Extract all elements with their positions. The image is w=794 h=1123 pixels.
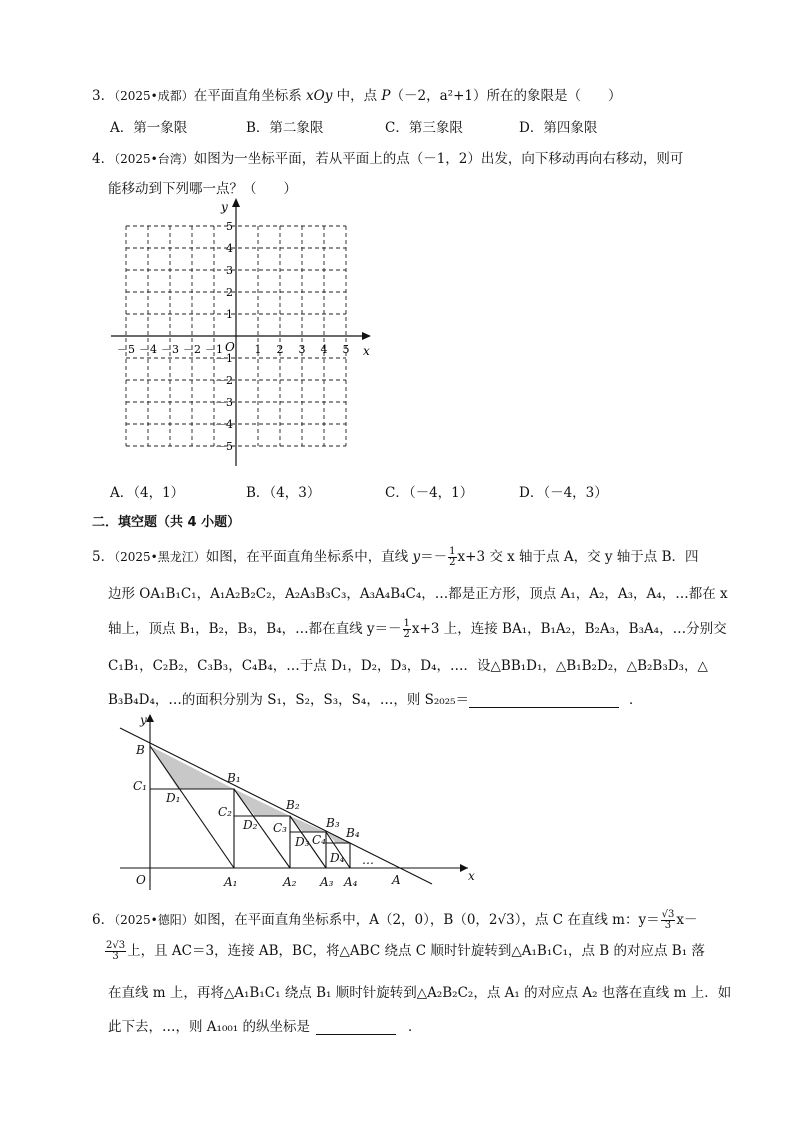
- fraction-sqrt3-over-3: $\frac{√3}{3}$: [661, 909, 675, 931]
- q4-stem-line1: 4．（2025•台湾）如图为一坐标平面，若从平面上的点（－1，2）出发，向下移动再向右移动，则可: [92, 151, 684, 167]
- svg-text:A₄: A₄: [344, 875, 358, 889]
- x-axis-arrow: [460, 864, 468, 872]
- y-tick-label: －1: [215, 352, 233, 365]
- q5-stem-line1: 5．（2025•黑龙江）如图，在平面直角坐标系中，直线 y＝－ $\frac{1}{2}$ x+3 交 x 轴于点 A，交 y 轴于点 B．四: [92, 546, 699, 568]
- fraction-2sqrt3-over-3: $\frac{2√3}{3}$: [106, 940, 126, 962]
- q4-option-d[interactable]: D．（－4，3）: [519, 485, 608, 501]
- q3-option-c[interactable]: C．第三象限: [385, 120, 463, 136]
- svg-text:…: …: [362, 853, 374, 867]
- q6-stem-line2: $\frac{2√3}{3}$ 上，且 AC＝3，连接 AB，BC，将△ABC 绕点 C 顺时针旋转到△A₁B₁C₁，点 B 的对应点 B₁ 落: [106, 940, 705, 962]
- q4-option-a[interactable]: A．（4，1）: [110, 485, 185, 501]
- q3-option-a[interactable]: A．第一象限: [110, 120, 188, 136]
- svg-text:B₄: B₄: [346, 826, 360, 840]
- y-tick-label: 1: [226, 308, 233, 321]
- x-tick-label: 3: [298, 343, 306, 356]
- x-tick-label: －1: [205, 343, 223, 356]
- x-axis-label: x: [363, 344, 370, 358]
- shaded-triangle-s2: [234, 789, 290, 816]
- svg-text:D₃: D₃: [295, 835, 310, 849]
- y-tick-label: 4: [226, 242, 233, 255]
- square-1: [150, 789, 234, 868]
- svg-text:A₃: A₃: [320, 875, 334, 889]
- svg-text:C₂: C₂: [218, 805, 232, 819]
- svg-text:A: A: [392, 873, 401, 887]
- svg-text:O: O: [136, 873, 146, 887]
- x-tick-label: 5: [342, 343, 350, 356]
- y-tick-label: －4: [215, 418, 233, 431]
- x-tick-label: 4: [320, 343, 328, 356]
- y-tick-label: 5: [226, 220, 233, 233]
- svg-text:D₄: D₄: [330, 851, 345, 865]
- x-tick-label: 2: [276, 343, 284, 356]
- x-tick-label: －4: [139, 343, 157, 356]
- y-tick-label: －3: [215, 396, 233, 409]
- svg-text:B₂: B₂: [286, 798, 300, 812]
- svg-text:C₁: C₁: [133, 779, 147, 793]
- svg-text:C₃: C₃: [273, 821, 287, 835]
- q4-option-c[interactable]: C．（－4，1）: [385, 485, 474, 501]
- fraction-one-half: $\frac{1}{2}$: [403, 618, 410, 640]
- svg-text:B₃: B₃: [326, 816, 340, 830]
- q6-stem-line1: 6．（2025•德阳）如图，在平面直角坐标系中，A（2，0），B（0，2√3），点 C 在直线 m：y＝ $\frac{√3}{3}$ x－: [92, 909, 698, 931]
- shaded-triangle-s1: [150, 746, 234, 789]
- y-axis-arrow: [232, 198, 240, 207]
- y-tick-label: 3: [226, 264, 233, 277]
- svg-text:D₁: D₁: [166, 791, 181, 805]
- q3-stem: 3．（2025•成都）在平面直角坐标系 xOy 中，点 P（－2，a²+1）所在的象限是（ ）: [92, 88, 622, 104]
- y-axis-label: y: [221, 200, 228, 214]
- svg-text:A₁: A₁: [224, 875, 238, 889]
- x-tick-label: －5: [117, 343, 135, 356]
- origin-label: O: [225, 340, 235, 354]
- svg-text:C₄: C₄: [312, 833, 326, 847]
- q3-option-b[interactable]: B．第二象限: [246, 120, 324, 136]
- q4-coordinate-grid: [105, 195, 380, 470]
- x-tick-label: 1: [254, 343, 262, 356]
- q4-stem-line2: 能移动到下列哪一点？（ ）: [108, 181, 297, 197]
- q4-option-b[interactable]: B．（4，3）: [246, 485, 321, 501]
- x-axis-arrow: [362, 332, 371, 340]
- section-title-fill-blank: 二．填空题（共 4 小题）: [92, 515, 241, 530]
- svg-text:y: y: [140, 713, 147, 727]
- q5-answer-blank[interactable]: [469, 693, 619, 708]
- q5-stem-line4: C₁B₁，C₂B₂，C₃B₃，C₄B₄，…于点 D₁，D₂，D₃，D₄，…．设△BB₁D₁，△B₁B₂D₂，△B₂B₃D₃，△: [108, 658, 708, 674]
- y-tick-label: －2: [215, 374, 233, 387]
- q5-stem-line3: 轴上，顶点 B₁，B₂，B₃，B₄，…都在直线 y＝－ $\frac{1}{2}$ x+3 上，连接 BA₁，B₁A₂，B₂A₃，B₃A₄，…分别交: [108, 618, 727, 640]
- y-tick-label: 2: [226, 286, 233, 299]
- q5-stem-line5: B₃B₄D₄，…的面积分别为 S₁，S₂，S₃，S₄，…，则 S₂₀₂₅＝ ．: [108, 692, 643, 708]
- x-tick-label: －2: [183, 343, 201, 356]
- svg-text:A₂: A₂: [283, 875, 297, 889]
- svg-text:x: x: [468, 869, 475, 883]
- q3-option-d[interactable]: D．第四象限: [519, 120, 598, 136]
- q5-figure-squares: [100, 710, 490, 895]
- q6-stem-line4: 此下去，…，则 A₁₀₀₁ 的纵坐标是 ．: [108, 1019, 422, 1035]
- q6-answer-blank[interactable]: [316, 1020, 396, 1035]
- fraction-one-half: $\frac{1}{2}$: [449, 546, 456, 568]
- y-tick-label: －5: [215, 440, 233, 453]
- svg-text:B: B: [136, 743, 145, 757]
- q5-stem-line2: 边形 OA₁B₁C₁，A₁A₂B₂C₂，A₂A₃B₃C₃，A₃A₄B₄C₄，…都是正方形，顶点 A₁，A₂，A₃，A₄，…都在 x: [108, 586, 728, 602]
- q6-stem-line3: 在直线 m 上，再将△A₁B₁C₁ 绕点 B₁ 顺时针旋转到△A₂B₂C₂，点 A₁ 的对应点 A₂ 也落在直线 m 上．如: [108, 985, 732, 1001]
- line-l: [120, 728, 432, 884]
- svg-text:D₂: D₂: [243, 818, 258, 832]
- x-tick-label: －3: [161, 343, 179, 356]
- y-axis-arrow: [146, 714, 154, 722]
- svg-text:B₁: B₁: [227, 771, 241, 785]
